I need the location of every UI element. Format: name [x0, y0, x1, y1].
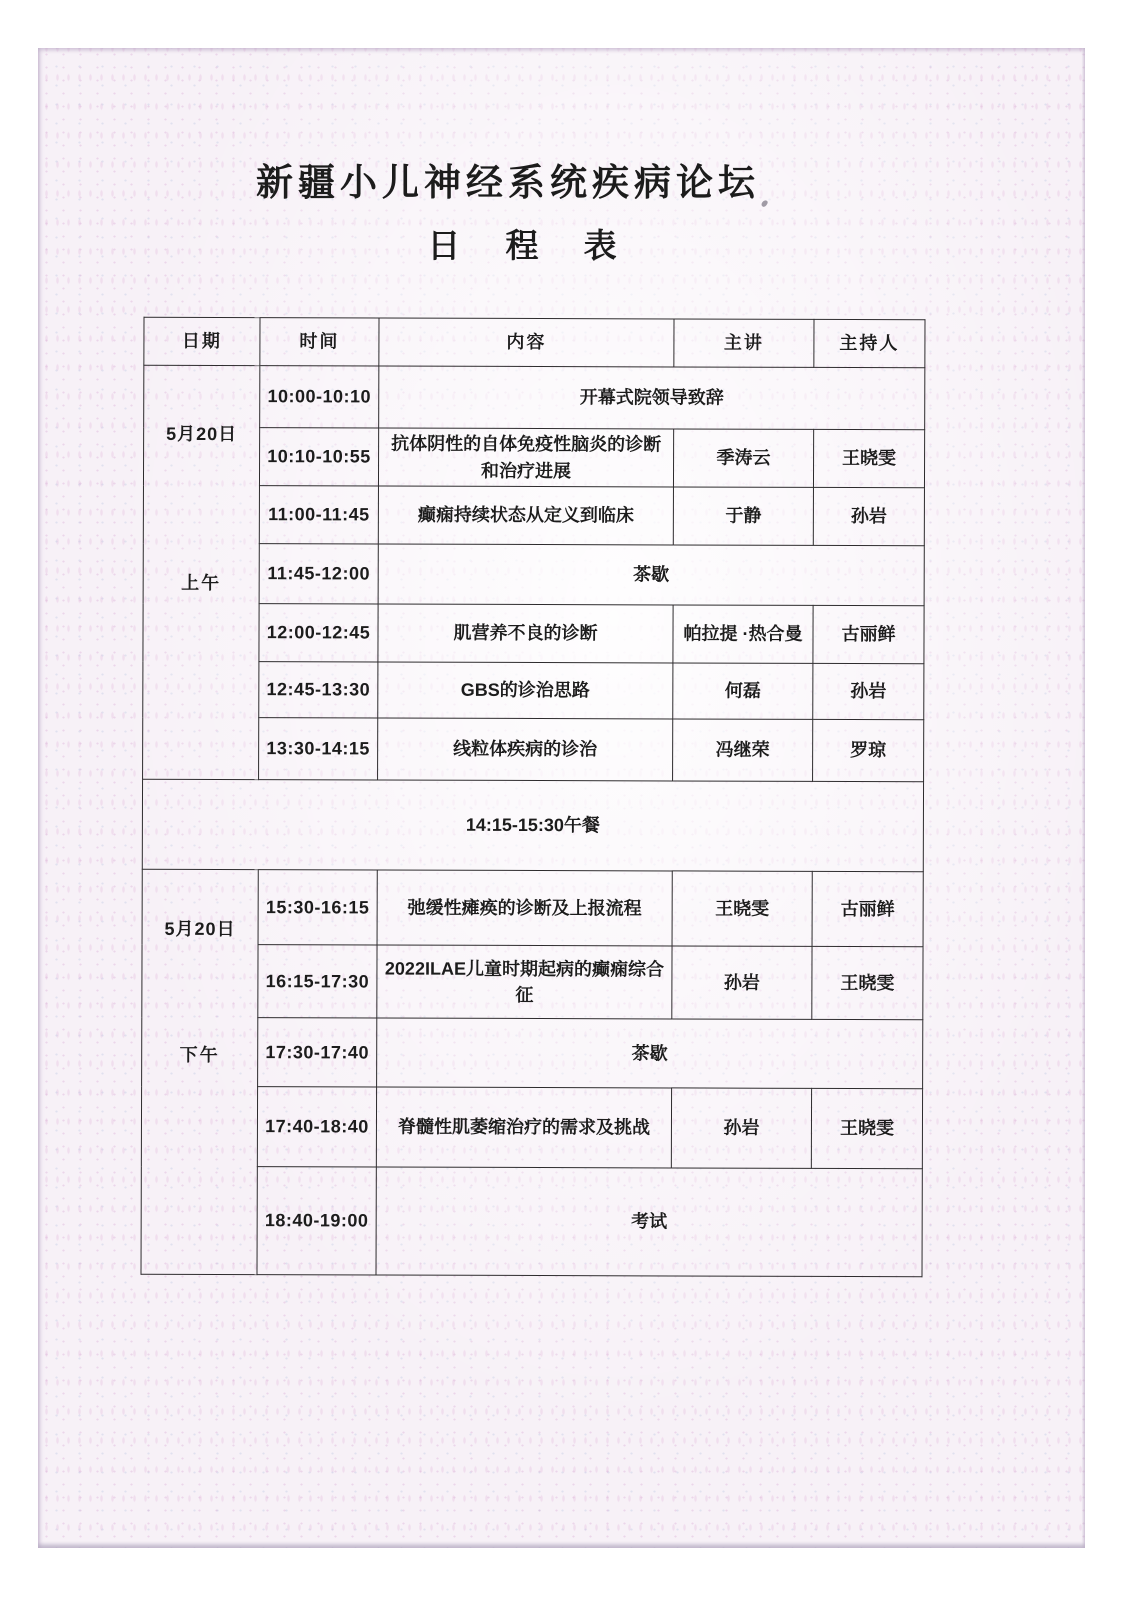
table-row — [141, 1086, 922, 1168]
host-cell: 古丽鲜 — [813, 605, 924, 663]
content-cell: 2022ILAE儿童时期起病的癫痫综合征 — [377, 945, 672, 1019]
host-cell: 王晓雯 — [811, 1088, 922, 1168]
table-row — [144, 365, 925, 429]
content-cell: 脊髓性肌萎缩治疗的需求及挑战 — [376, 1087, 671, 1168]
time-cell: 11:00-11:45 — [259, 486, 378, 544]
header-speaker: 主讲 — [674, 319, 814, 367]
date-cell-afternoon — [141, 869, 258, 1274]
period-label: 上午 — [181, 572, 222, 593]
speaker-cell: 冯继荣 — [673, 719, 813, 781]
host-cell: 孙岩 — [813, 663, 924, 719]
header-content: 内容 — [379, 318, 674, 367]
table-row — [142, 1017, 923, 1088]
content-cell: 开幕式院领导致辞 — [379, 366, 925, 430]
time-cell: 13:30-14:15 — [259, 718, 378, 780]
time-cell: 17:30-17:40 — [258, 1018, 377, 1087]
page-subtitle: 日 程 表 — [427, 227, 635, 264]
time-cell: 16:15-17:30 — [258, 945, 377, 1018]
time-cell: 17:40-18:40 — [257, 1087, 376, 1167]
speaker-cell: 王晓雯 — [672, 871, 812, 946]
host-cell: 王晓雯 — [813, 429, 924, 487]
header-row — [144, 317, 925, 367]
host-cell: 孙岩 — [813, 487, 924, 545]
content-cell: 茶歇 — [377, 1018, 923, 1089]
time-cell: 11:45-12:00 — [259, 544, 378, 604]
lunch-cell: 14:15-15:30午餐 — [142, 779, 923, 871]
time-cell: 15:30-16:15 — [258, 870, 377, 945]
header-date: 日期 — [144, 317, 260, 365]
speaker-cell: 孙岩 — [672, 946, 812, 1019]
host-cell: 罗琼 — [813, 719, 924, 781]
content-cell: 线粒体疾病的诊治 — [378, 718, 673, 781]
table-row — [143, 717, 924, 781]
content-cell: GBS的诊治思路 — [378, 662, 673, 719]
content-cell: 茶歇 — [378, 544, 924, 606]
speaker-cell: 何磊 — [673, 663, 813, 719]
time-cell: 12:00-12:45 — [259, 604, 378, 662]
host-cell: 古丽鲜 — [812, 871, 923, 946]
time-cell: 18:40-19:00 — [257, 1167, 376, 1275]
content-cell: 考试 — [376, 1167, 922, 1277]
time-cell: 10:10-10:55 — [259, 428, 378, 486]
speaker-cell: 于静 — [673, 487, 813, 545]
lunch-row — [142, 779, 923, 871]
scanned-page — [38, 48, 1085, 1548]
speaker-cell: 帕拉提 ·热合曼 — [673, 605, 813, 663]
header-time: 时间 — [260, 318, 379, 366]
speaker-cell: 孙岩 — [671, 1088, 811, 1168]
table-row — [142, 944, 923, 1019]
content-cell: 弛缓性瘫痪的诊断及上报流程 — [377, 870, 672, 946]
date-label: 5月20日 — [164, 918, 236, 940]
table-row — [143, 603, 924, 663]
date-cell-morning — [143, 365, 260, 779]
table-row — [143, 427, 924, 487]
table-row — [142, 869, 923, 946]
schedule-table — [140, 317, 925, 1277]
table-row — [143, 661, 924, 719]
period-label: 下午 — [179, 1044, 220, 1066]
content-cell: 癫痫持续状态从定义到临床 — [378, 486, 673, 545]
date-label: 5月20日 — [166, 424, 238, 445]
host-cell: 王晓雯 — [812, 946, 923, 1019]
table-row — [143, 543, 924, 605]
content-cell: 肌营养不良的诊断 — [378, 604, 673, 663]
time-cell: 12:45-13:30 — [259, 662, 378, 718]
table-row — [141, 1166, 922, 1276]
time-cell: 10:00-10:10 — [260, 366, 379, 428]
speaker-cell: 季涛云 — [673, 429, 813, 487]
content-cell: 抗体阴性的自体免疫性脑炎的诊断和治疗进展 — [378, 428, 673, 487]
table-row — [143, 485, 924, 545]
page-title: 新疆小儿神经系统疾病论坛 — [256, 162, 760, 203]
header-host: 主持人 — [814, 319, 925, 367]
